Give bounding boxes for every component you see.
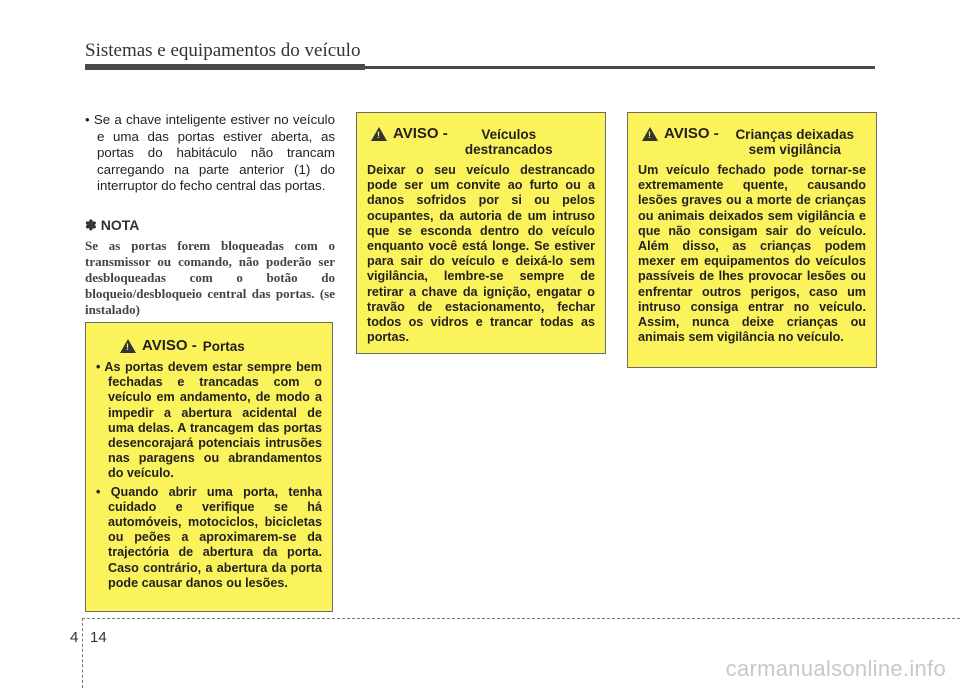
- warning-item: • As portas devem estar sempre bem fechadas e trancadas com o veículo em andamento, de modo a impedir a abertura acidental de uma delas. A trancagem das portas desencorajará potenciais intrusões nas paragens ou abrandamentos do veículo.: [96, 360, 322, 481]
- nota-heading: [85, 217, 335, 234]
- nota-text: Se as portas forem bloqueadas com o transmissor ou comando, não poderão ser desbloqueadas com o botão do bloqueio/desbloqueio central das portas. (se instalado): [85, 237, 335, 317]
- warning-subtitle: Crianças deixadas sem vigilância: [735, 127, 855, 157]
- warning-subtitle: Portas: [202, 339, 245, 354]
- warning-text: Um veículo fechado pode tornar-se extremamente quente, causando lesões graves ou a morte de crianças ou animais deixados sem vigilância e que não consigam sair do veículo. Além disso, as crianças podem mexer em equipamentos do veículos passíveis de lhes provocar lesões ou enfrentar outros perigos, caso um intruso consiga entrar no veículo. Assim, nunca deixe crianças ou animais sem vigilância no veículo.: [638, 163, 866, 345]
- page-number: 14: [90, 629, 107, 646]
- nota-title: NOTA: [100, 217, 140, 233]
- warning-item: • Quando abrir uma porta, tenha cuidado e verifique se há automóveis, motociclos, bicicletas ou peões a aproximarem-se da trajectória de abertura da porta. Caso contrário, a abertura da porta pode causar danos ou lesões.: [96, 484, 322, 590]
- warning-heading: [642, 125, 866, 157]
- page-header-title: Sistemas e equipamentos do veículo: [85, 40, 361, 61]
- footer-divider: [82, 618, 84, 688]
- left-column: [85, 112, 335, 318]
- warning-box-veiculos: [356, 112, 606, 354]
- warning-heading: [371, 125, 595, 157]
- aviso-label: AVISO -: [664, 125, 719, 142]
- warning-triangle-icon: !: [371, 127, 387, 141]
- footer-rule: [82, 618, 960, 619]
- warning-list: [96, 360, 322, 591]
- chapter-number: 4: [70, 629, 79, 646]
- watermark: carmanualsonline.info: [725, 656, 946, 681]
- warning-triangle-icon: !: [120, 339, 136, 353]
- header-rule: [85, 66, 875, 69]
- warning-text: Deixar o seu veículo destrancado pode ser um convite ao furto ou a danos sofridos por si ou pelos ocupantes, da autoria de um intruso que se esconda dentro do veículo enquanto você está longe. Se estiver para sair do veículo e deixá-lo sem vigilância, lembre-se sempre de retirar a chave da ignição, engatar o travão de estacionamento, fechar todos os vidros e trancar todas as portas.: [367, 163, 595, 345]
- warning-subtitle: Veículos destrancados: [464, 127, 553, 157]
- warning-heading: [120, 337, 322, 354]
- warning-triangle-icon: !: [642, 127, 658, 141]
- aviso-label: AVISO -: [142, 337, 197, 354]
- nota-symbol-icon: ✽: [85, 216, 97, 233]
- aviso-label: AVISO -: [393, 125, 448, 142]
- smart-key-bullet: • Se a chave inteligente estiver no veículo e uma das portas estiver aberta, as portas do habitáculo não trancam carregando na parte anterior (1) do interruptor do fecho central das portas.: [85, 112, 335, 193]
- warning-box-criancas: [627, 112, 877, 368]
- warning-box-portas: [85, 322, 333, 612]
